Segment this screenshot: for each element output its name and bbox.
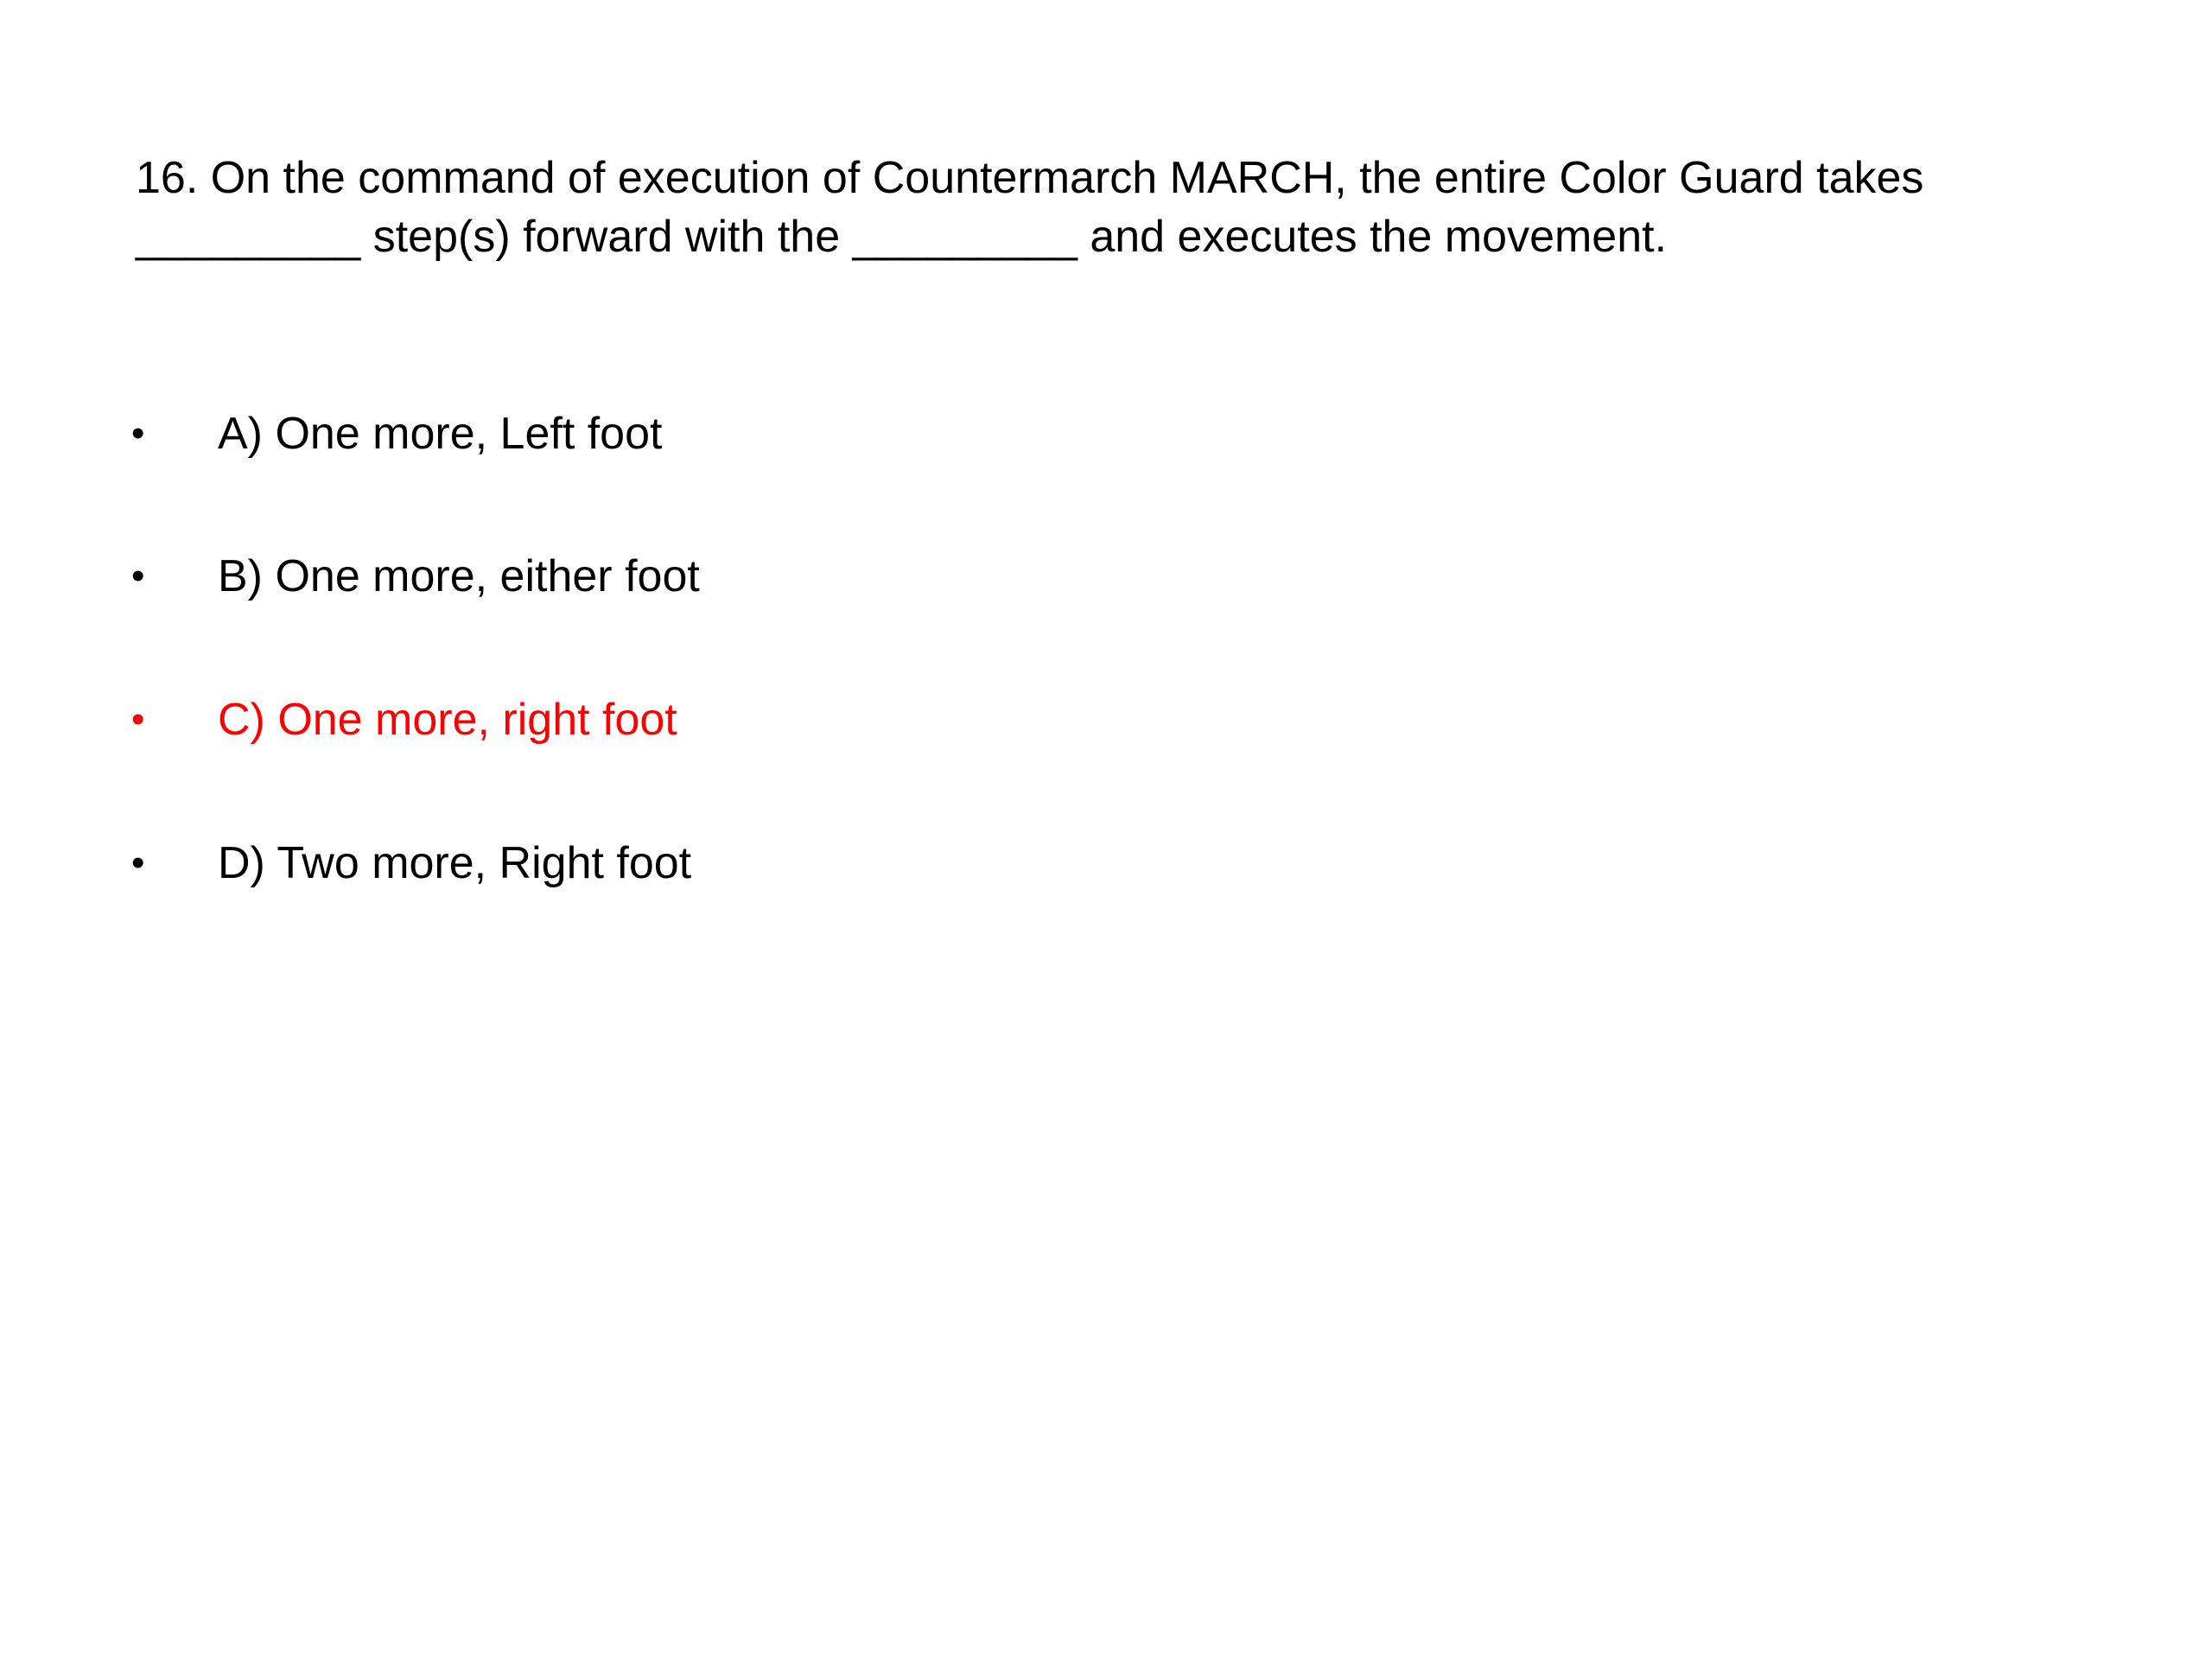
bullet-icon: •: [131, 555, 145, 597]
bullet-icon: •: [131, 698, 145, 741]
question-text: [136, 149, 2080, 266]
option-a-text: A) One more, Left foot: [218, 409, 663, 459]
option-b: [0, 542, 1037, 611]
question-line-2: _________ step(s) forward with the _________ and executes the movement.: [136, 212, 1668, 262]
option-a: [0, 399, 1037, 468]
option-c-text: C) One more, right foot: [218, 695, 677, 745]
option-d-text: D) Two more, Right foot: [218, 838, 692, 888]
bullet-icon: •: [131, 842, 145, 884]
option-c: [0, 685, 1037, 754]
option-d: [0, 829, 1037, 898]
bullet-icon: •: [131, 412, 145, 454]
option-b-text: B) One more, either foot: [218, 551, 700, 601]
question-line-1: 16. On the command of execution of Countermarch MARCH, the entire Color Guard takes: [136, 153, 1924, 203]
